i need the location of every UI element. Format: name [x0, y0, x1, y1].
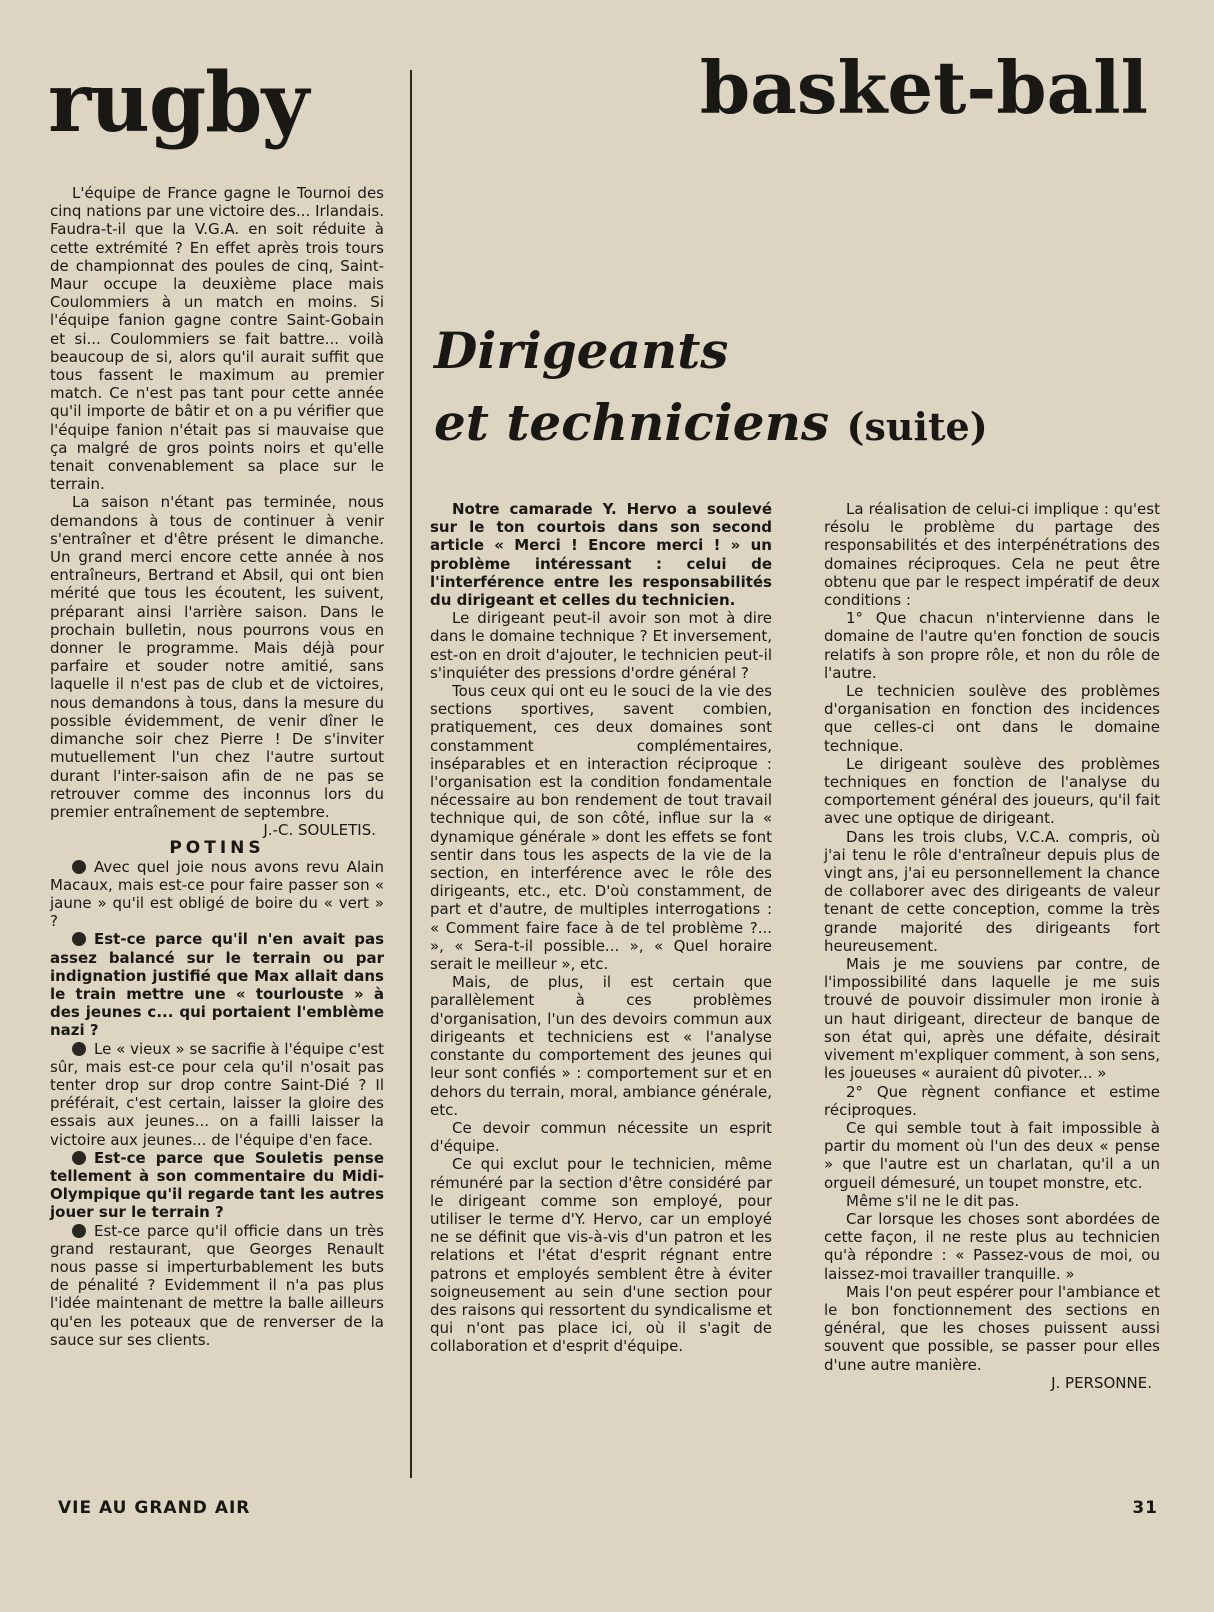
bullet-icon	[72, 932, 86, 946]
article-paragraph: 1° Que chacun n'intervienne dans le domaine de l'autre qu'en fonction de soucis relatifs à son propre rôle, et non du rôle de l'autre.	[824, 609, 1160, 682]
potins-heading: POTINS	[169, 838, 265, 859]
bullet-icon	[72, 860, 86, 874]
article-paragraph: Mais, de plus, il est certain que parallèlement à ces problèmes d'organisation, l'un des devoirs commun aux dirigeants et techniciens est « l'analyse constante du comportement des jeunes qui leur sont confiés » : comportement sur et en dehors du terrain, moral, ambiance générale, etc.	[430, 973, 772, 1119]
bullet-icon	[72, 1151, 86, 1165]
headline-line-2-text: et techniciens	[434, 393, 830, 452]
article-paragraph: Ce qui exclut pour le technicien, même rémunéré par la section d'être considéré par le dirigeant comme son employé, pour utiliser le terme d'Y. Hervo, car un employé ne se définit que vis-à-vis d'un patron et les relations et l'état d'esprit régnant entre patrons et employés semblent être à éviter soigneusement au sein d'une section pour des raisons qui ressortent du syndicalisme et qui n'ont pas place ici, où il s'agit de collaboration et d'esprit d'équipe.	[430, 1155, 772, 1356]
article-paragraph: Mais l'on peut espérer pour l'ambiance et le bon fonctionnement des sections en général, que les choses puissent aussi souvent que possible, se passer pour elles d'une autre manière.	[824, 1282, 1160, 1374]
article-paragraph: Car lorsque les choses sont abordées de cette façon, il ne reste plus au technicien qu'à répondre : « Passez-vous de moi, ou laissez-moi travailler tranquille. »	[824, 1209, 1160, 1283]
article-paragraph: Tous ceux qui ont eu le souci de la vie des sections sportives, savent combien, pratiquement, ces deux domaines sont constamment complémentaires, inséparables et en interaction réciproque : l'organisation est la condition fondamentale nécessaire au bon rendement de tout travail technique qui, de son côté, influe sur la « dynamique générale » dont les effets se font sentir dans tous les aspects de la vie de la section, en interférence avec le rôle des dirigeants, etc., etc. D'où constamment, de part et d'autre, de multiples interrogations : « Comment faire face à de tel problème ?... », « Sera-t-il possible... », « Quel horaire serait le meilleur », etc.	[430, 682, 772, 974]
headline-line-2	[434, 393, 988, 452]
bullet-icon	[72, 1042, 86, 1056]
article-paragraph: Le technicien soulève des problèmes d'organisation en fonction des incidences que celles-ci ont dans le domaine technique.	[824, 682, 1160, 755]
article-paragraph: Ce qui semble tout à fait impossible à partir du moment où l'un des deux « pense » que l'autre est un charlatan, qu'il a un orgueil démesuré, un toupet monstre, etc.	[824, 1118, 1160, 1192]
article-paragraph: Dans les trois clubs, V.C.A. compris, où j'ai tenu le rôle d'entraîneur depuis plus de vingt ans, j'ai eu personnellement la chance de collaborer avec des dirigeants de valeur tenant de cette conception, comme la très grande majorité des dirigeants fort heureusement.	[824, 827, 1160, 955]
article-lead: Notre camarade Y. Hervo a soulevé sur le ton courtois dans son second article « Merci ! Encore merci ! » un problème intéressant : celui de l'interférence entre les responsabilités du dirigeant et celles du technicien.	[430, 500, 772, 610]
potins-item: Est-ce parce que Souletis pense tellement à son commentaire du Midi-Olympique qu'il regarde tant les autres jouer sur le terrain ?	[50, 1148, 384, 1222]
basket-signature: J. PERSONNE.	[1051, 1373, 1152, 1392]
article-paragraph: La réalisation de celui-ci implique : qu'est résolu le problème du partage des responsabilités et des interpénétrations des domaines réciproques. Cela ne peut être obtenu que par le respect impératif de deux conditions :	[824, 500, 1160, 610]
article-paragraph: Même s'il ne le dit pas.	[846, 1191, 1020, 1210]
potins-item: Le « vieux » se sacrifie à l'équipe c'est sûr, mais est-ce pour cela qu'il n'osait pas tenter drop sur drop contre Saint-Dié ? Il préférait, c'est certain, laisser la gloire des essais aux jeunes... on a failli laisser la victoire aux jeunes... de l'équipe d'en face.	[50, 1039, 384, 1149]
article-paragraph: 2° Que règnent confiance et estime réciproques.	[824, 1082, 1160, 1119]
basket-column-2	[824, 500, 1160, 1392]
article-paragraph: Mais je me souviens par contre, de l'impossibilité dans laquelle je me suis trouvé de pouvoir dissimuler mon ironie à un haut dirigeant, directeur de banque de son état qui, après une défaite, désirait vivement m'expliquer comment, à son sens, les joueuses « auraient dû pivoter... »	[824, 955, 1160, 1083]
article-paragraph: Le dirigeant soulève des problèmes techniques en fonction de l'analyse du comportement général des joueurs, qu'il fait avec une optique de dirigeant.	[824, 754, 1160, 828]
bullet-icon	[72, 1224, 86, 1238]
article-paragraph: Ce devoir commun nécessite un esprit d'équipe.	[430, 1118, 772, 1156]
rugby-paragraph: La saison n'étant pas terminée, nous demandons à tous de continuer à venir s'entraîner et d'être présent le dimanche. Un grand merci encore cette année à nos entraîneurs, Bertrand et Absil, qui ont bien mérité que tous les écoutent, les suivent, préparant ainsi l'arrière saison. Dans le prochain bulletin, nous pourrons vous en donner le programme. Mais déjà pour parfaire et souder notre amitié, sans laquelle il n'est pas de club et de victoires, nous demandons à tous, dans la mesure du possible évidemment, de venir dîner le dimanche soir chez Pierre ! De s'inviter mutuellement l'un chez l'autre surtout durant l'inter-saison afin de ne pas se retrouver comme des inconnus lors du premier entraînement de septembre.	[50, 493, 384, 821]
rugby-section-title: rugby	[48, 55, 309, 151]
potins-item: Avec quel joie nous avons revu Alain Macaux, mais est-ce pour faire passer son « jaune » qu'il est obligé de boire du « vert » ?	[50, 857, 384, 931]
rugby-signature: J.-C. SOULETIS.	[263, 821, 376, 840]
basket-section-title: basket-ball	[699, 45, 1148, 130]
article-paragraph: Le dirigeant peut-il avoir son mot à dire dans le domaine technique ? Et inversement, est-on en droit d'ajouter, le technicien peut-il s'inquiéter des pressions d'ordre général ?	[430, 609, 772, 682]
page-number: 31	[1132, 1498, 1158, 1518]
basket-column-1	[430, 500, 772, 1356]
potins-item: Est-ce parce qu'il officie dans un très grand restaurant, que Georges Renault nous passe si imperturbablement les buts de pénalité ? Evidemment il n'a pas plus l'idée maintenant de mettre la balle ailleurs qu'en les poteaux que de renverser de la sauce sur ses clients.	[50, 1221, 384, 1349]
rugby-paragraph: L'équipe de France gagne le Tournoi des cinq nations par une victoire des... Irlandais. Faudra-t-il que la V.G.A. en soit réduite à cette extrémité ? En effet après trois tours de championnat des poules de cinq, Saint-Maur occupe la deuxième place mais Coulommiers à un match en moins. Si l'équipe fanion gagne contre Saint-Gobain et si... Coulommiers se fait battre... voilà beaucoup de si, alors qu'il aurait suffit que tous fassent le maximum au premier match. Ce n'est pas tant pour cette année qu'il importe de bâtir et on a pu vérifier que l'équipe fanion n'était pas si mauvaise que ça malgré de gros points noirs et qu'elle tenait convenablement sa place sur le terrain.	[50, 184, 384, 494]
rugby-column	[50, 184, 384, 1349]
headline-suite: (suite)	[846, 404, 988, 449]
column-divider	[410, 70, 412, 1478]
headline-line-1: Dirigeants	[434, 321, 729, 380]
magazine-name: VIE AU GRAND AIR	[58, 1498, 251, 1518]
potins-item: Est-ce parce qu'il n'en avait pas assez balancé sur le terrain ou par indignation justifié que Max allait dans le train mettre une « tourlouste » à des jeunes c... qui portaient l'emblème nazi ?	[50, 930, 384, 1040]
